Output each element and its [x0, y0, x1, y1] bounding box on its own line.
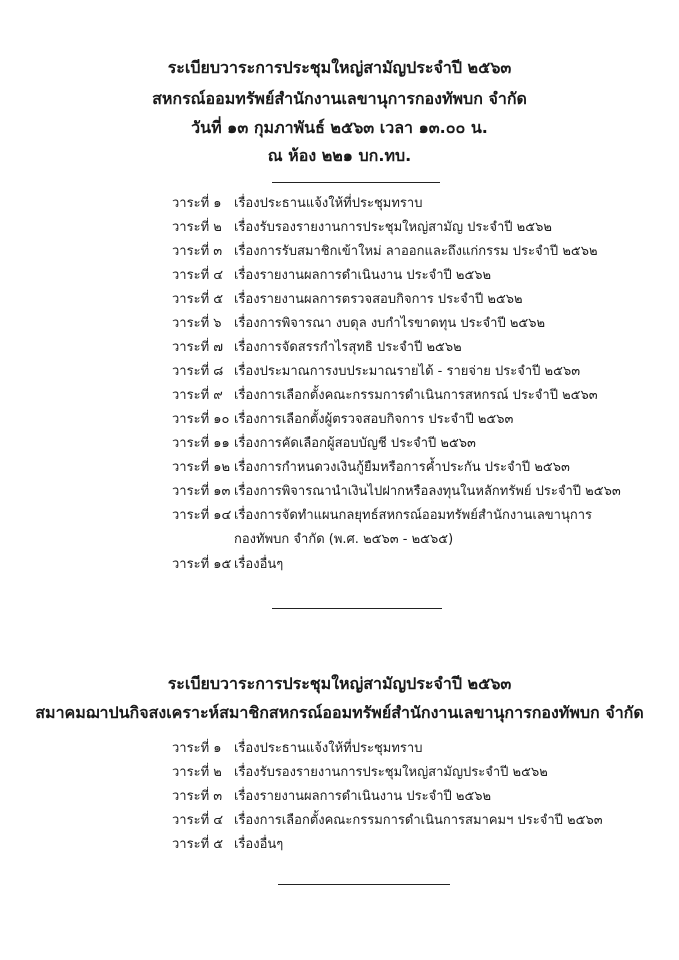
- agenda-text: เรื่องรับรองรายงานการประชุมใหญ่สามัญประจำปี ๒๕๖๒: [234, 765, 548, 780]
- agenda-label: วาระที่ ๒: [172, 765, 222, 780]
- agenda-label: วาระที่ ๑: [172, 196, 222, 211]
- agenda-label: วาระที่ ๓: [172, 789, 223, 804]
- section1-title-line-1: ระเบียบวาระการประชุมใหญ่สามัญประจำปี ๒๕๖๓: [167, 58, 512, 77]
- agenda-label: วาระที่ ๓: [172, 244, 223, 259]
- agenda-text: เรื่องประธานแจ้งให้ที่ประชุมทราบ: [234, 196, 423, 211]
- agenda-label: วาระที่ ๕: [172, 837, 224, 852]
- agenda-label: วาระที่ ๑๓: [172, 484, 231, 499]
- divider-1: [272, 182, 440, 183]
- agenda-text: เรื่องรายงานผลการดำเนินงาน ประจำปี ๒๕๖๒: [234, 789, 492, 804]
- section1-title-line-2: สหกรณ์ออมทรัพย์สำนักงานเลขานุการกองทัพบก จำกัด: [152, 89, 527, 108]
- agenda-label: วาระที่ ๘: [172, 364, 224, 379]
- agenda-label: วาระที่ ๑๐: [172, 412, 230, 427]
- section2-title-line-1: ระเบียบวาระการประชุมใหญ่สามัญประจำปี ๒๕๖๓: [167, 674, 512, 693]
- agenda-label: วาระที่ ๙: [172, 388, 223, 403]
- agenda-text: เรื่องการพิจารณานำเงินไปฝากหรือลงทุนในหลักทรัพย์ ประจำปี ๒๕๖๓: [234, 484, 621, 499]
- agenda-text: เรื่องการเลือกตั้งผู้ตรวจสอบกิจการ ประจำปี ๒๕๖๓: [234, 412, 514, 427]
- agenda-label: วาระที่ ๔: [172, 813, 224, 828]
- agenda-text: เรื่องรายงานผลการดำเนินงาน ประจำปี ๒๕๖๒: [234, 268, 492, 283]
- agenda-label: วาระที่ ๔: [172, 268, 224, 283]
- agenda-text: เรื่องการกำหนดวงเงินกู้ยืมหรือการค้ำประกัน ประจำปี ๒๕๖๓: [234, 460, 570, 475]
- agenda-label: วาระที่ ๑: [172, 741, 222, 756]
- section1-title-line-4: ณ ห้อง ๒๒๑ บก.ทบ.: [267, 146, 412, 165]
- agenda-text: เรื่องการรับสมาชิกเข้าใหม่ ลาออกและถึงแก่กรรม ประจำปี ๒๕๖๒: [234, 244, 598, 259]
- agenda-text: เรื่องอื่นๆ: [234, 557, 284, 572]
- agenda-text: เรื่องประมาณการงบประมาณรายได้ - รายจ่าย ประจำปี ๒๕๖๓: [234, 364, 581, 379]
- agenda-label: วาระที่ ๒: [172, 220, 222, 235]
- agenda-text: เรื่องรับรองรายงานการประชุมใหญ่สามัญ ประจำปี ๒๕๖๒: [234, 220, 552, 235]
- agenda-text: เรื่องการพิจารณา งบดุล งบกำไรขาดทุน ประจำปี ๒๕๖๒: [234, 316, 546, 331]
- agenda-label: วาระที่ ๕: [172, 292, 224, 307]
- agenda-label: วาระที่ ๑๕: [172, 557, 232, 572]
- agenda-text: เรื่องอื่นๆ: [234, 837, 284, 852]
- agenda-label: วาระที่ ๑๒: [172, 460, 231, 475]
- agenda-text: เรื่องการเลือกตั้งคณะกรรมการดำเนินการสหกรณ์ ประจำปี ๒๕๖๓: [234, 388, 598, 403]
- divider-3: [278, 884, 450, 885]
- agenda-label: วาระที่ ๑๔: [172, 508, 232, 523]
- agenda-text: เรื่องประธานแจ้งให้ที่ประชุมทราบ: [234, 741, 423, 756]
- agenda-label: วาระที่ ๖: [172, 316, 222, 331]
- agenda-text: เรื่องรายงานผลการตรวจสอบกิจการ ประจำปี ๒๕๖๒: [234, 292, 523, 307]
- agenda-text: เรื่องการจัดสรรกำไรสุทธิ ประจำปี ๒๕๖๒: [234, 340, 462, 355]
- divider-2: [272, 608, 442, 609]
- agenda-text-continuation: กองทัพบก จำกัด (พ.ศ. ๒๕๖๓ - ๒๕๖๕): [234, 532, 454, 547]
- section2-title-line-2: สมาคมฌาปนกิจสงเคราะห์สมาชิกสหกรณ์ออมทรัพย์สำนักงานเลขานุการกองทัพบก จำกัด: [35, 703, 644, 722]
- section1-title-line-3: วันที่ ๑๓ กุมภาพันธ์ ๒๕๖๓ เวลา ๑๓.๐๐ น.: [191, 118, 488, 137]
- agenda-text: เรื่องการเลือกตั้งคณะกรรมการดำเนินการสมาคมฯ ประจำปี ๒๕๖๓: [234, 813, 603, 828]
- agenda-text: เรื่องการคัดเลือกผู้สอบบัญชี ประจำปี ๒๕๖๓: [234, 436, 476, 451]
- agenda-label: วาระที่ ๗: [172, 340, 224, 355]
- agenda-text: เรื่องการจัดทำแผนกลยุทธ์สหกรณ์ออมทรัพย์สำนักงานเลขานุการ: [234, 508, 593, 523]
- agenda-label: วาระที่ ๑๑: [172, 436, 230, 451]
